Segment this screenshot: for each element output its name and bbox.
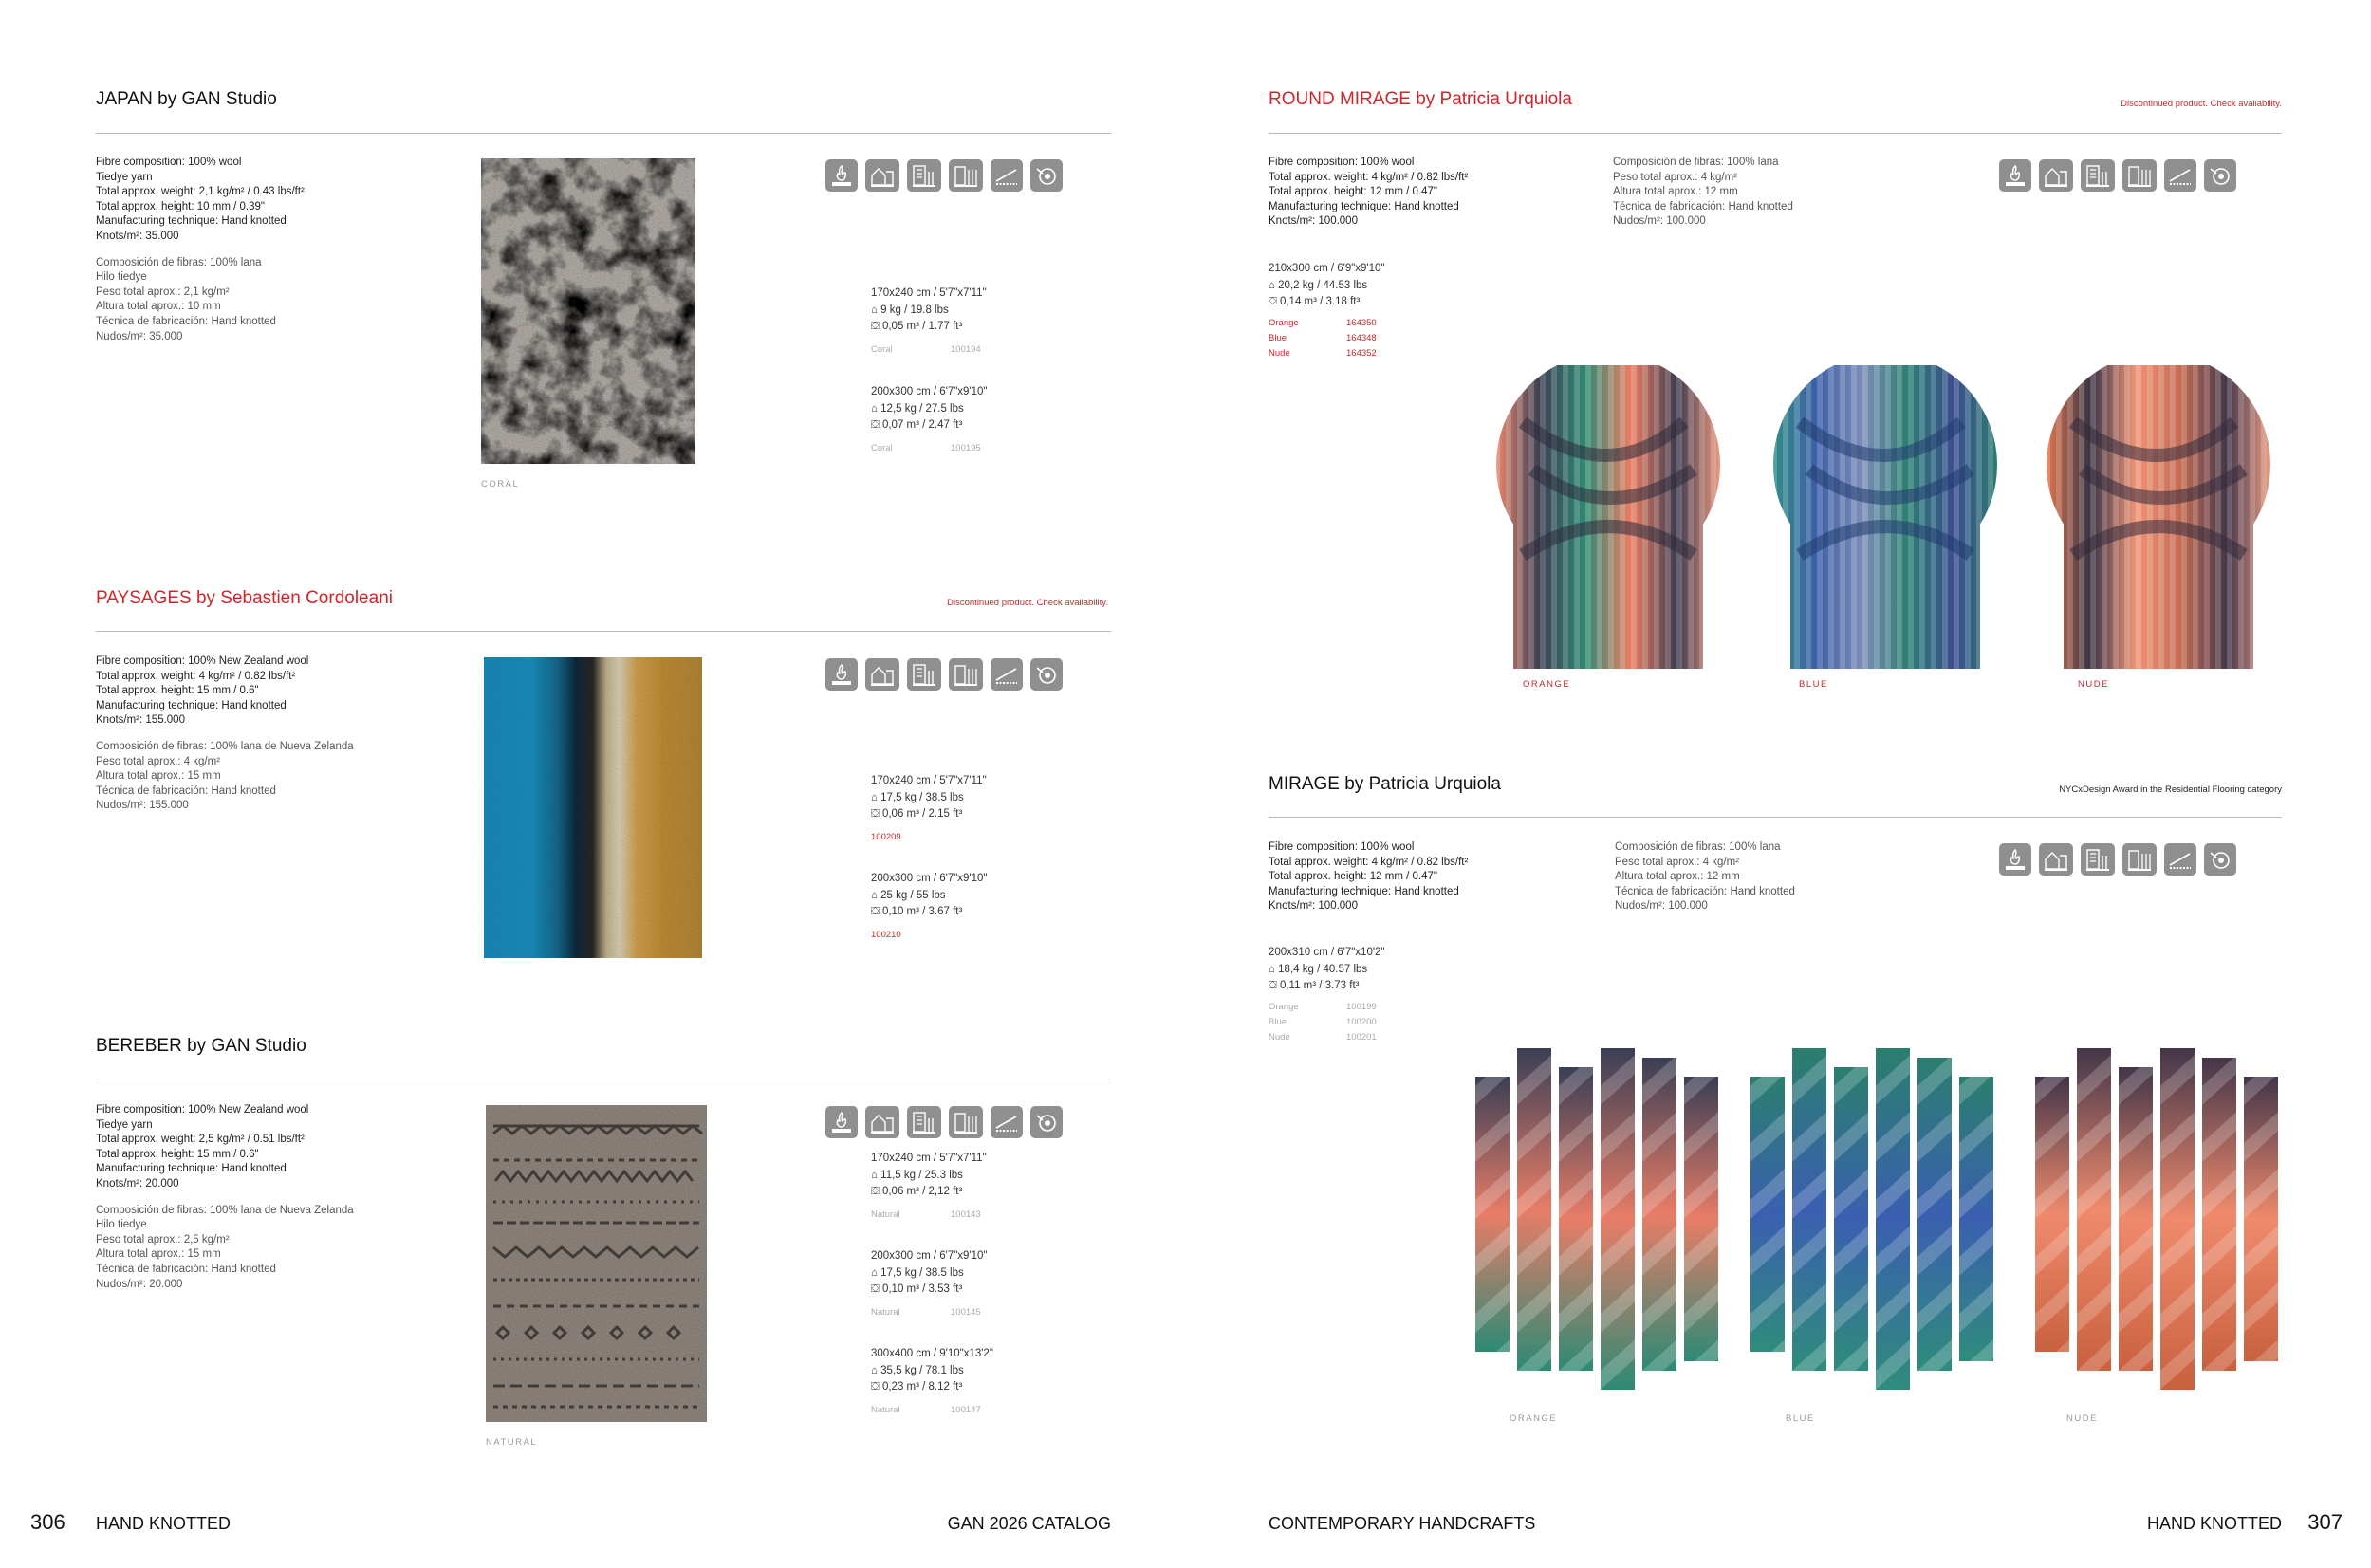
- round-mirage-specs-es: [1613, 156, 1793, 230]
- size-ref: 100147: [951, 1404, 981, 1415]
- spec-line-es: Altura total aprox.: 15 mm: [96, 1248, 221, 1261]
- spec-line: Knots/m²: 100.000: [1269, 215, 1358, 228]
- footer-section-left: HAND KNOTTED: [96, 1514, 232, 1533]
- size-volume: 0,06 m³ / 2,12 ft³: [881, 1186, 963, 1197]
- weight-icon: ⌂: [1269, 279, 1279, 291]
- vacuum-icon: [2204, 843, 2236, 876]
- volume-icon: ⛋: [871, 321, 882, 332]
- footer-section-right: CONTEMPORARY HANDCRAFTS: [1269, 1514, 1536, 1533]
- footer-hand-knotted: HAND KNOTTED: [2146, 1514, 2282, 1533]
- paysages-size-2: [871, 871, 988, 943]
- size-volume: 0,10 m³ / 3.53 ft³: [881, 1283, 963, 1295]
- mirage-variants: [1269, 1000, 1377, 1045]
- round-mirage-specs-en: [1269, 156, 1468, 230]
- fire-class-icon: [825, 658, 858, 691]
- spec-line: Total approx. height: 12 mm / 0.47": [1269, 871, 1437, 883]
- size-volume: 0,14 m³ / 3.18 ft³: [1279, 296, 1361, 307]
- size-dimensions: 200x310 cm / 6'7"x10'2": [1269, 947, 1385, 958]
- caption-blue: BLUE: [1799, 679, 1828, 690]
- size-weight: 17,5 kg / 38.5 lbs: [880, 791, 964, 803]
- bereber-size-1: [871, 1151, 987, 1223]
- pile-icon: [2164, 843, 2196, 876]
- volume-icon: ⛋: [871, 808, 882, 820]
- spec-line: Total approx. weight: 4 kg/m² / 0.82 lbs/ft²: [1269, 171, 1469, 183]
- designer: by Patricia Urquiola: [1344, 774, 1501, 794]
- spec-line-es: Altura total aprox.: 10 mm: [96, 301, 221, 313]
- residential-use-icon: [2039, 843, 2073, 876]
- spec-line: Tiedye yarn: [96, 1118, 153, 1131]
- designer: by Patricia Urquiola: [1416, 89, 1572, 109]
- size-color: Natural: [871, 1306, 900, 1318]
- vacuum-icon: [1030, 1106, 1063, 1138]
- volume-icon: ⛋: [871, 906, 882, 917]
- residential-use-icon: [865, 658, 899, 691]
- size-weight: 35,5 kg / 78.1 lbs: [880, 1364, 964, 1376]
- office-use-icon: [2081, 159, 2115, 192]
- mirage-rugs-svg: [1475, 1048, 2282, 1399]
- mirage-rug-orange: [1475, 1048, 1722, 1399]
- spec-line: Knots/m²: 100.000: [1269, 900, 1358, 913]
- spec-line: Fibre composition: 100% New Zealand wool: [96, 655, 309, 667]
- weight-icon: ⌂: [871, 1364, 881, 1376]
- residential-use-icon: [2039, 159, 2073, 192]
- divider: [1269, 817, 2282, 818]
- variant-color: Blue: [1269, 333, 1287, 343]
- pile-icon: [991, 159, 1023, 192]
- fire-class-icon: [825, 159, 858, 192]
- pile-icon: [991, 1106, 1023, 1138]
- volume-icon: ⛋: [1269, 980, 1280, 991]
- round-mirage-variants: [1269, 316, 1377, 361]
- caption-nude: NUDE: [2078, 679, 2109, 690]
- size-dimensions: 210x300 cm / 6'9"x9'10": [1269, 263, 1385, 274]
- bereber-icons: [825, 1106, 1063, 1138]
- spec-line: Knots/m²: 35.000: [96, 230, 179, 242]
- caption-orange: ORANGE: [1523, 679, 1571, 690]
- mirage-caption-nude: NUDE: [2066, 1413, 2098, 1424]
- variant-color: Nude: [1269, 348, 1290, 359]
- size-weight: 17,5 kg / 38.5 lbs: [880, 1266, 964, 1279]
- paysages-size-1: [871, 773, 987, 845]
- divider: [96, 631, 1111, 632]
- weight-icon: ⌂: [1269, 963, 1279, 975]
- product-name: MIRAGE: [1269, 774, 1340, 794]
- fire-class-icon: [1999, 843, 2031, 876]
- size-ref: 100209: [871, 831, 901, 842]
- spec-line: Total approx. height: 10 mm / 0.39": [96, 200, 265, 212]
- divider: [1269, 133, 2282, 134]
- volume-icon: ⛋: [871, 419, 882, 431]
- size-weight: 12,5 kg / 27.5 lbs: [880, 402, 964, 415]
- vacuum-icon: [2204, 159, 2236, 192]
- spec-line: Fibre composition: 100% wool: [1269, 841, 1415, 853]
- japan-caption: CORAL: [481, 479, 520, 489]
- product-name: BEREBER: [96, 1036, 182, 1056]
- size-weight: 20,2 kg / 44.53 lbs: [1278, 279, 1368, 291]
- fire-class-icon: [825, 1106, 858, 1138]
- paysages-icons: [825, 658, 1063, 691]
- residential-use-icon: [865, 1106, 899, 1138]
- size-dimensions: 170x240 cm / 5'7"x7'11": [871, 775, 987, 786]
- spec-line: Total approx. height: 15 mm / 0.6": [96, 685, 259, 697]
- spec-line-es: Técnica de fabricación: Hand knotted: [1615, 885, 1795, 897]
- size-ref: 100143: [951, 1208, 981, 1220]
- size-dimensions: 170x240 cm / 5'7"x7'11": [871, 1153, 987, 1164]
- spec-line: Fibre composition: 100% New Zealand wool: [96, 1104, 309, 1116]
- fire-class-icon: [1999, 159, 2031, 192]
- spec-line: Total approx. height: 15 mm / 0.6": [96, 1148, 259, 1160]
- weight-icon: ⌂: [871, 402, 881, 415]
- spec-line-es: Nudos/m²: 20.000: [96, 1278, 183, 1290]
- vacuum-icon: [1030, 159, 1063, 192]
- contract-use-icon: [949, 1106, 983, 1138]
- variant-ref: 164348: [1346, 333, 1377, 343]
- spec-line-es: Peso total aprox.: 2,1 kg/m²: [96, 286, 230, 298]
- mirage-rug-nude: [2035, 1048, 2282, 1399]
- spec-line: Total approx. weight: 4 kg/m² / 0.82 lbs/ft²: [96, 670, 296, 682]
- size-volume: 0,07 m³ / 2.47 ft³: [881, 419, 963, 431]
- award-note: NYCxDesign Award in the Residential Flooring category: [2059, 784, 2282, 795]
- size-volume: 0,05 m³ / 1.77 ft³: [881, 321, 963, 332]
- spec-line: Manufacturing technique: Hand knotted: [1269, 885, 1459, 897]
- rug-blue: [1771, 365, 1999, 669]
- office-use-icon: [907, 1106, 941, 1138]
- variant-ref: 100199: [1346, 1002, 1377, 1012]
- spec-line: Total approx. weight: 2,5 kg/m² / 0.51 lbs/ft²: [96, 1134, 305, 1146]
- japan-size-2: [871, 384, 988, 456]
- spec-line-es: Técnica de fabricación: Hand knotted: [96, 784, 276, 797]
- product-name: JAPAN: [96, 89, 153, 109]
- spec-line: Manufacturing technique: Hand knotted: [96, 1163, 287, 1175]
- spec-line: Total approx. height: 12 mm / 0.47": [1269, 186, 1437, 198]
- size-dimensions: 200x300 cm / 6'7"x9'10": [871, 873, 988, 884]
- product-name: ROUND MIRAGE: [1269, 89, 1411, 109]
- product-name: PAYSAGES: [96, 588, 192, 608]
- spec-line-es: Composición de fibras: 100% lana: [1615, 841, 1781, 853]
- bereber-caption: NATURAL: [486, 1437, 538, 1448]
- page-number-left: 306: [30, 1510, 65, 1534]
- size-volume: 0,23 m³ / 8.12 ft³: [881, 1381, 963, 1393]
- contract-use-icon: [2122, 843, 2157, 876]
- variant-ref: 164350: [1346, 318, 1377, 328]
- spec-line-es: Composición de fibras: 100% lana de Nueva Zelanda: [96, 740, 354, 752]
- paysages-specs: [96, 655, 354, 814]
- spec-line-es: Composición de fibras: 100% lana: [96, 256, 262, 268]
- spec-line-es: Peso total aprox.: 4 kg/m²: [96, 755, 221, 767]
- size-weight: 9 kg / 19.8 lbs: [880, 304, 949, 316]
- weight-icon: ⌂: [871, 304, 881, 316]
- weight-icon: ⌂: [871, 791, 881, 803]
- japan-rug-image: [481, 158, 695, 464]
- paysages-rug-image: [484, 657, 702, 958]
- spec-line-es: Composición de fibras: 100% lana: [1613, 157, 1779, 168]
- weight-icon: ⌂: [871, 1169, 881, 1181]
- spec-line-es: Nudos/m²: 35.000: [96, 330, 183, 342]
- designer: by Sebastien Cordoleani: [195, 588, 393, 608]
- volume-icon: ⛋: [1269, 296, 1280, 307]
- bereber-size-3: [871, 1346, 993, 1418]
- residential-use-icon: [865, 159, 899, 192]
- spec-line: Manufacturing technique: Hand knotted: [96, 699, 287, 711]
- rug-orange: [1494, 365, 1722, 669]
- spec-line: Fibre composition: 100% wool: [1269, 157, 1415, 168]
- japan-title: [96, 89, 277, 110]
- japan-specs: [96, 156, 305, 344]
- spec-line-es: Peso total aprox.: 2,5 kg/m²: [96, 1233, 230, 1245]
- rug-nude: [2045, 365, 2272, 669]
- size-volume: 0,06 m³ / 2.15 ft³: [881, 808, 963, 820]
- spec-line-es: Peso total aprox.: 4 kg/m²: [1613, 171, 1738, 183]
- size-ref: 100194: [951, 343, 981, 355]
- contract-use-icon: [2122, 159, 2157, 192]
- size-ref: 100195: [951, 442, 981, 453]
- office-use-icon: [907, 159, 941, 192]
- size-ref: 100210: [871, 929, 901, 940]
- office-use-icon: [2081, 843, 2115, 876]
- size-weight: 25 kg / 55 lbs: [880, 889, 946, 901]
- spec-line: Manufacturing technique: Hand knotted: [96, 215, 287, 228]
- spec-line: Tiedye yarn: [96, 171, 153, 183]
- variant-color: Nude: [1269, 1032, 1290, 1042]
- spec-line: Total approx. weight: 4 kg/m² / 0.82 lbs/ft²: [1269, 856, 1469, 868]
- mirage-caption-orange: ORANGE: [1510, 1413, 1558, 1424]
- bereber-rug-image: [486, 1105, 707, 1422]
- spec-line-es: Nudos/m²: 100.000: [1615, 900, 1708, 913]
- mirage-caption-blue: BLUE: [1786, 1413, 1815, 1424]
- round-mirage-icons: [1999, 159, 2236, 192]
- mirage-size: [1269, 945, 1385, 995]
- volume-icon: ⛋: [871, 1283, 882, 1295]
- designer: by GAN Studio: [157, 89, 277, 109]
- spec-line-es: Peso total aprox.: 4 kg/m²: [1615, 856, 1740, 868]
- size-volume: 0,10 m³ / 3.67 ft³: [881, 906, 963, 917]
- page-number-right: 307: [2307, 1510, 2343, 1534]
- mirage-specs-en: [1269, 840, 1468, 914]
- variant-color: Blue: [1269, 1017, 1287, 1027]
- variant-ref: 100200: [1346, 1017, 1377, 1027]
- paysages-title: [96, 588, 393, 609]
- size-ref: 100145: [951, 1306, 981, 1318]
- spec-line: Knots/m²: 155.000: [96, 714, 185, 727]
- size-color: Coral: [871, 442, 893, 453]
- size-volume: 0,11 m³ / 3.73 ft³: [1279, 980, 1360, 991]
- spec-line-es: Técnica de fabricación: Hand knotted: [1613, 200, 1793, 212]
- mirage-specs-es: [1615, 840, 1795, 914]
- mirage-rug-blue: [1750, 1048, 1997, 1399]
- size-dimensions: 200x300 cm / 6'7"x9'10": [871, 386, 988, 397]
- japan-icons: [825, 159, 1063, 192]
- divider: [96, 133, 1111, 134]
- weight-icon: ⌂: [871, 1266, 881, 1279]
- spec-line: Manufacturing technique: Hand knotted: [1269, 200, 1459, 212]
- volume-icon: ⛋: [871, 1186, 882, 1197]
- round-mirage-size: [1269, 261, 1385, 311]
- spec-line-es: Nudos/m²: 155.000: [96, 800, 189, 812]
- variant-ref: 164352: [1346, 348, 1377, 359]
- size-color: Natural: [871, 1404, 900, 1415]
- variant-ref: 100201: [1346, 1032, 1377, 1042]
- designer: by GAN Studio: [187, 1036, 306, 1056]
- round-mirage-rugs-svg: [1494, 365, 2282, 669]
- pile-icon: [2164, 159, 2196, 192]
- spec-line-es: Técnica de fabricación: Hand knotted: [96, 1263, 276, 1275]
- size-dimensions: 170x240 cm / 5'7"x7'11": [871, 287, 987, 299]
- size-dimensions: 200x300 cm / 6'7"x9'10": [871, 1250, 988, 1262]
- contract-use-icon: [949, 159, 983, 192]
- spec-line: Knots/m²: 20.000: [96, 1177, 179, 1190]
- spec-line-es: Altura total aprox.: 15 mm: [96, 770, 221, 783]
- discontinued-note: Discontinued product. Check availability.: [947, 598, 1108, 608]
- japan-size-1: [871, 286, 987, 358]
- size-color: Natural: [871, 1208, 900, 1220]
- spec-line-es: Hilo tiedye: [96, 1219, 147, 1231]
- vacuum-icon: [1030, 658, 1063, 691]
- spec-line-es: Composición de fibras: 100% lana de Nueva Zelanda: [96, 1204, 354, 1216]
- variant-color: Orange: [1269, 1002, 1299, 1012]
- spec-line-es: Altura total aprox.: 12 mm: [1613, 186, 1738, 198]
- weight-icon: ⌂: [871, 889, 881, 901]
- bereber-specs: [96, 1103, 354, 1292]
- bereber-title: [96, 1036, 306, 1057]
- bereber-size-2: [871, 1248, 988, 1320]
- spec-line-es: Hilo tiedye: [96, 271, 147, 284]
- spec-line-es: Técnica de fabricación: Hand knotted: [96, 315, 276, 327]
- size-weight: 11,5 kg / 25.3 lbs: [880, 1169, 963, 1181]
- spec-line-es: Altura total aprox.: 12 mm: [1615, 871, 1740, 883]
- spec-line: Total approx. weight: 2,1 kg/m² / 0.43 lbs/ft²: [96, 186, 305, 198]
- discontinued-note: Discontinued product. Check availability.: [2121, 99, 2282, 109]
- contract-use-icon: [949, 658, 983, 691]
- variant-color: Orange: [1269, 318, 1299, 328]
- footer-catalog: GAN 2026 CATALOG: [947, 1514, 1111, 1533]
- round-mirage-title: [1269, 89, 1572, 110]
- spec-line: Fibre composition: 100% wool: [96, 157, 242, 168]
- size-dimensions: 300x400 cm / 9'10"x13'2": [871, 1348, 993, 1359]
- size-weight: 18,4 kg / 40.57 lbs: [1278, 963, 1368, 975]
- mirage-title: [1269, 774, 1501, 795]
- volume-icon: ⛋: [871, 1381, 882, 1393]
- mirage-icons: [1999, 843, 2236, 876]
- office-use-icon: [907, 658, 941, 691]
- pile-icon: [991, 658, 1023, 691]
- size-color: Coral: [871, 343, 893, 355]
- spec-line-es: Nudos/m²: 100.000: [1613, 215, 1706, 228]
